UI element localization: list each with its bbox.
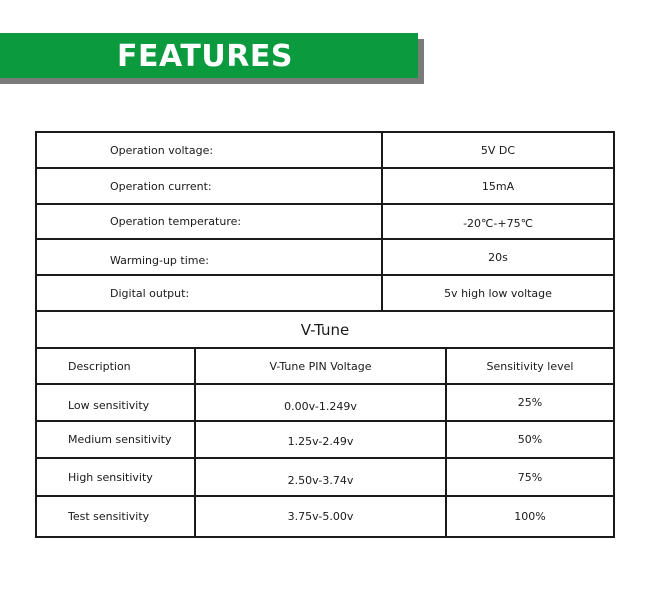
spec-table bbox=[35, 131, 615, 538]
pin-voltage: 0.00v-1.249v bbox=[284, 400, 357, 413]
sensitivity-description: Medium sensitivity bbox=[68, 433, 172, 446]
spec-row bbox=[37, 240, 613, 276]
spec-value: -20℃-+75℃ bbox=[463, 217, 533, 230]
column-header: V-Tune PIN Voltage bbox=[269, 359, 372, 373]
sensitivity-level: 25% bbox=[517, 396, 543, 409]
vtune-header-row bbox=[37, 349, 613, 385]
table-row bbox=[37, 422, 613, 459]
spec-label: Warming-up time: bbox=[110, 253, 209, 267]
page-title: FEATURES bbox=[117, 39, 293, 74]
column-header: Sensitivity level bbox=[486, 359, 574, 373]
spec-value: 5V DC bbox=[480, 143, 516, 157]
spec-row bbox=[37, 133, 613, 169]
table-row bbox=[37, 459, 613, 497]
sensitivity-level: 100% bbox=[514, 510, 546, 523]
pin-voltage: 1.25v-2.49v bbox=[287, 435, 354, 448]
spec-value: 15mA bbox=[481, 179, 515, 193]
spec-label: Digital output: bbox=[110, 286, 190, 300]
table-row bbox=[37, 385, 613, 422]
pin-voltage: 3.75v-5.00v bbox=[287, 510, 354, 523]
vtune-title: V-Tune bbox=[300, 320, 350, 339]
spec-row bbox=[37, 205, 613, 240]
spec-value: 20s bbox=[488, 250, 508, 264]
spec-label: Operation temperature: bbox=[110, 215, 242, 228]
sensitivity-description: Test sensitivity bbox=[68, 510, 150, 523]
sensitivity-level: 50% bbox=[517, 433, 543, 446]
spec-value: 5v high low voltage bbox=[444, 286, 552, 300]
spec-label: Operation voltage: bbox=[110, 143, 214, 157]
table-row bbox=[37, 497, 613, 536]
spec-label: Operation current: bbox=[110, 179, 212, 193]
spec-row bbox=[37, 169, 613, 205]
sensitivity-level: 75% bbox=[517, 470, 543, 484]
column-header: Description bbox=[68, 359, 131, 373]
sensitivity-description: Low sensitivity bbox=[68, 399, 150, 412]
vtune-title-row bbox=[37, 312, 613, 349]
spec-row bbox=[37, 276, 613, 312]
pin-voltage: 2.50v-3.74v bbox=[287, 473, 354, 487]
sensitivity-description: High sensitivity bbox=[68, 470, 153, 484]
